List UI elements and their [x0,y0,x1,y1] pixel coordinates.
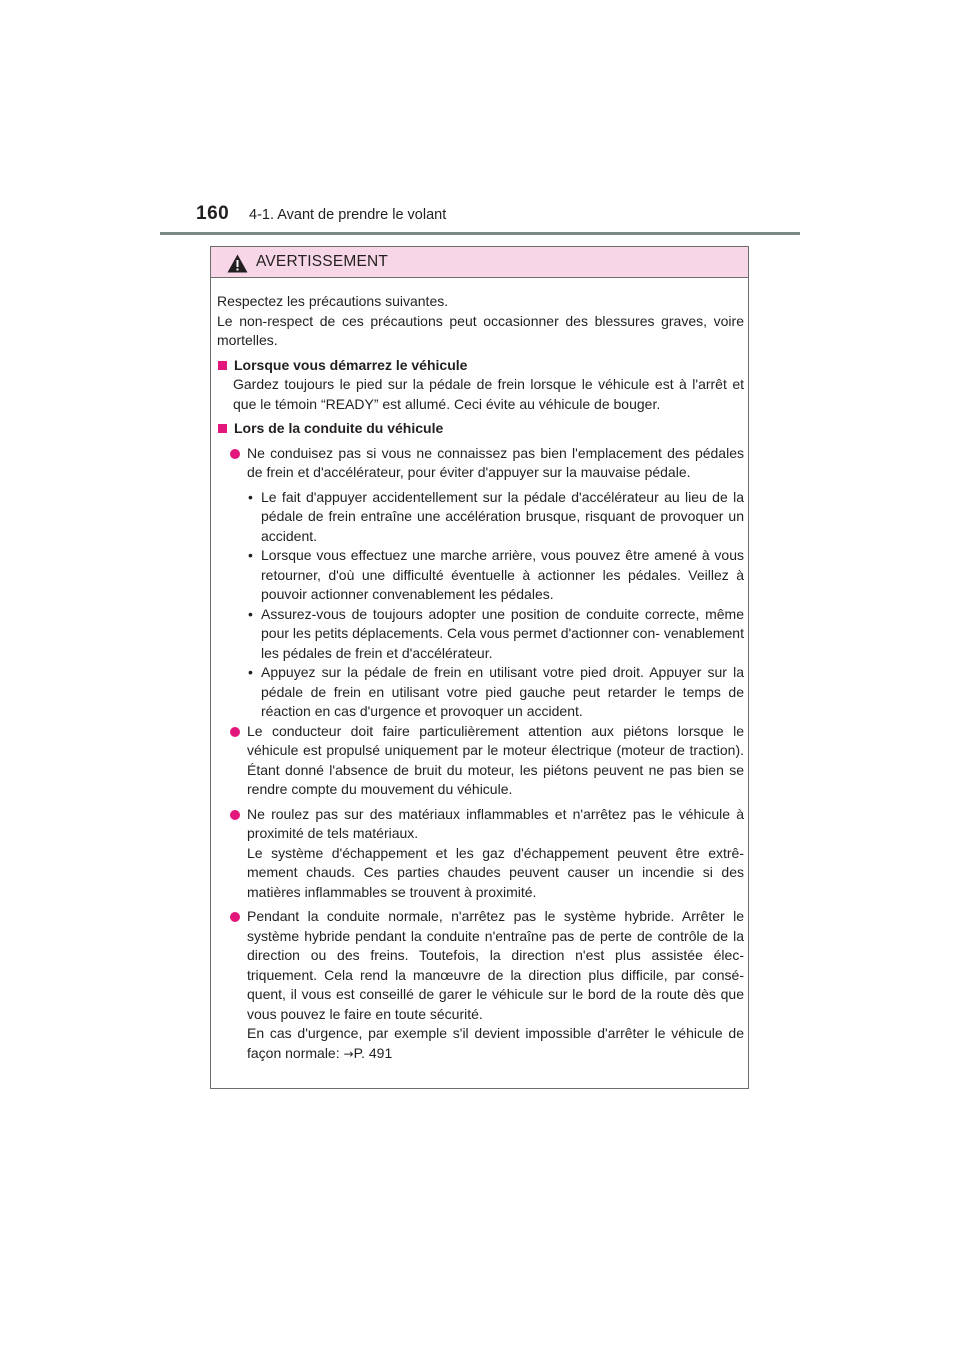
bullet-text: Pendant la conduite normale, n'arrêtez pas le système hybride. Arrêter le système hybride pendant la conduite n'entraîne pas de perte de contrôle de la direction ou des freins. Toutefois, la direction n'est plus assistée élec- triquement. Cela rend la manœuvre de la direction plus difficile, par consé- quent, il vous est conseillé de garer le véhicule sur le bord de la route dès que vous pouvez le faire en toute sécurité. [247,908,744,1022]
square-bullet-icon [218,424,227,433]
bullet-text: Le conducteur doit faire particulièrement attention aux piétons lorsque le véhicule est propulsé uniquement par le moteur électrique (moteur de traction). Étant donné l'absence de bruit du moteur, les piétons peuvent ne pas bien se rendre compte du mouvement du véhicule. [247,722,744,797]
emergency-text: En cas d'urgence, par exemple s'il devient impossible d'arrêter le véhicule de façon normale: [247,1025,744,1061]
bullet-text: Ne roulez pas sur des matériaux inflammables et n'arrêtez pas le véhicule à proximité de tels matériaux. [247,805,744,841]
heading-text: Lors de la conduite du véhicule [234,420,444,436]
square-bullet-icon [218,361,227,370]
list-item [217,444,744,483]
bullet-text-continued [247,1024,744,1064]
arrow-right-icon: → [343,1046,354,1061]
dash-item [217,488,744,547]
warning-body [217,292,744,1064]
dash-list [217,488,744,722]
list-item [217,722,744,800]
round-bullet-icon [230,449,240,459]
dash-item [217,605,744,664]
intro-line-1: Respectez les précautions suivantes. [217,293,449,309]
dash-text: Appuyez sur la pédale de frein en utilisant votre pied droit. Appuyer sur la pédale de frein en utilisant votre pied gauche peut retarder le temps de réaction en cas d'urgence et provoquer un accident. [261,664,744,719]
dash-item [217,663,744,722]
bullet-text-continued: Le système d'échappement et les gaz d'échappement peuvent être extrê- mement chauds. Ces parties chaudes peuvent causer un incendie si des matières inflammables se trouvent à proximité. [247,844,744,900]
page-reference-link[interactable]: P. 491 [353,1044,393,1061]
section-heading-driving [217,419,744,439]
warning-triangle-icon [227,254,248,273]
round-bullet-icon [230,810,240,820]
dash-bullet-icon: • [248,547,253,563]
dash-text: Assurez-vous de toujours adopter une position de conduite correcte, même pour les petits déplacements. Cela vous permet d'actionner con- venablement les pédales de frein et d'accélérateur. [261,605,744,661]
warning-title: AVERTISSEMENT [256,253,389,270]
intro-line-2: Le non-respect de ces précautions peut occasionner des blessures graves, voire mortelles. [217,312,744,348]
dash-bullet-icon: • [248,664,253,680]
round-bullet-icon [230,727,240,737]
start-paragraph: Gardez toujours le pied sur la pédale de frein lorsque le véhicule est à l'arrêt et que le témoin “READY” est allumé. Ceci évite au véhicule de bouger. [233,376,744,412]
dash-bullet-icon: • [248,488,253,505]
round-bullet-icon [230,912,240,922]
page-number: 160 [196,203,230,224]
section-heading-start [217,356,744,376]
dash-text: Lorsque vous effectuez une marche arrière, vous pouvez être amené à vous retourner, d'où une difficulté éventuelle à actionner les pédales. Veillez à pouvoir actionner convenablement les pédales. [261,547,744,602]
section-title: 4-1. Avant de prendre le volant [249,207,447,223]
list-item [217,907,744,1064]
dash-text: Le fait d'appuyer accidentellement sur la pédale d'accélérateur au lieu de la pédale de frein entraîne une accélération brusque, risquant de provoquer un accident. [261,488,744,544]
heading-text: Lorsque vous démarrez le véhicule [234,356,468,373]
warning-header [211,247,748,278]
dash-item [217,546,744,605]
dash-bullet-icon: • [248,605,253,622]
list-item [217,805,744,903]
header-rule [160,232,800,235]
bullet-text: Ne conduisez pas si vous ne connaissez pas bien l'emplacement des pédales de frein et d'accélérateur, pour éviter d'appuyer sur la mauvaise pédale. [247,444,744,480]
warning-box [210,246,749,1089]
